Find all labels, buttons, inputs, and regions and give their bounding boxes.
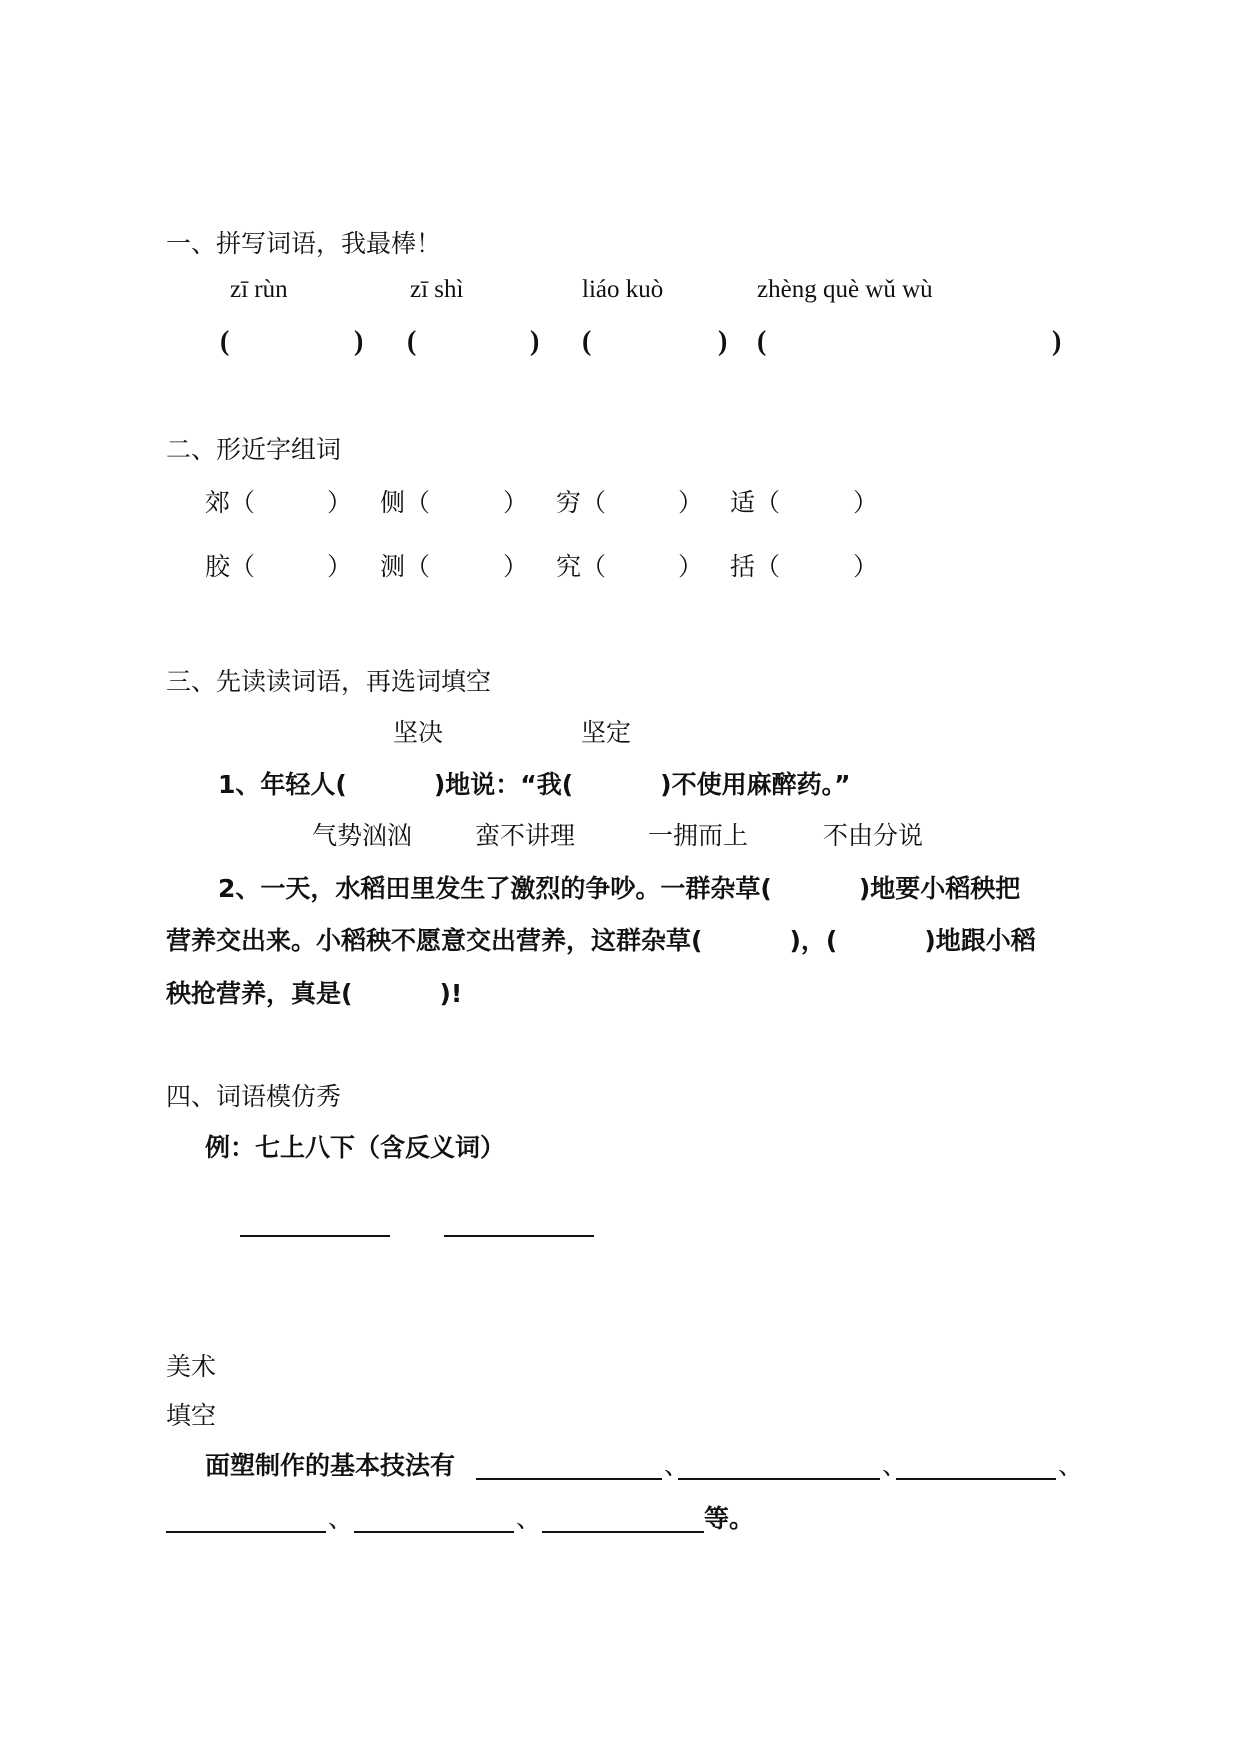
type-label: 填空: [166, 1401, 217, 1430]
answer-slot-2-close: ): [530, 326, 540, 357]
separator: 、: [664, 1451, 690, 1480]
char-ce-1: 侧（: [380, 488, 431, 517]
separator: 、: [1058, 1451, 1084, 1480]
art-blank-3: [896, 1478, 1056, 1480]
char-qiong: 穷（: [556, 488, 607, 517]
word-jianjue: 坚决: [393, 718, 444, 747]
word-manbu: 蛮不讲理: [475, 821, 576, 850]
answer-blank-2: [444, 1235, 594, 1237]
answer-slot-3-open: (: [582, 326, 592, 357]
answer-slot-1-open: (: [220, 326, 230, 357]
answer-slot-2-open: (: [407, 326, 417, 357]
answer-slot-3-close: ): [718, 326, 728, 357]
art-ending: 等。: [704, 1504, 755, 1533]
section3-heading: 三、先读读词语，再选词填空: [166, 667, 492, 696]
example-line: 例：七上八下（含反义词）: [205, 1133, 506, 1162]
char-shi: 适（: [730, 488, 781, 517]
char-ce-2: 测（: [380, 552, 431, 581]
char-jiao-2: 胶（: [205, 552, 256, 581]
char-close: ）: [678, 552, 704, 581]
subject-label: 美术: [166, 1352, 217, 1381]
char-kuo: 括（: [730, 552, 781, 581]
word-buyou: 不由分说: [823, 821, 924, 850]
separator: 、: [516, 1504, 542, 1533]
char-close: ）: [327, 488, 353, 517]
word-jianding: 坚定: [581, 718, 632, 747]
art-blank-2: [678, 1478, 880, 1480]
char-close: ）: [503, 488, 529, 517]
question-2-line1: 2、一天，水稻田里发生了激烈的争吵。一群杂草( )地要小稻秧把: [218, 874, 1021, 903]
art-blank-5: [354, 1531, 514, 1533]
answer-blank-1: [240, 1235, 390, 1237]
pinyin-2: zī shì: [410, 276, 464, 303]
art-blank-4: [166, 1531, 326, 1533]
char-close: ）: [503, 552, 529, 581]
separator: 、: [882, 1451, 908, 1480]
char-close: ）: [678, 488, 704, 517]
word-qishi: 气势汹汹: [312, 821, 413, 850]
pinyin-4: zhèng què wǔ wù: [757, 276, 933, 303]
question-2-line3: 秧抢营养，真是( )!: [166, 979, 463, 1008]
answer-slot-1-close: ): [354, 326, 364, 357]
art-blank-6: [542, 1531, 704, 1533]
pinyin-1: zī rùn: [230, 276, 288, 303]
pinyin-3: liáo kuò: [582, 276, 664, 303]
question-1: 1、年轻人( )地说：“我( )不使用麻醉药。”: [218, 770, 851, 799]
char-close: ）: [853, 552, 879, 581]
section4-heading: 四、词语模仿秀: [166, 1082, 342, 1111]
question-2-line2: 营养交出来。小稻秧不愿意交出营养，这群杂草( )，( )地跟小稻: [166, 926, 1036, 955]
section2-heading: 二、形近字组词: [166, 435, 342, 464]
answer-slot-4-close: ): [1052, 326, 1062, 357]
answer-slot-4-open: (: [757, 326, 767, 357]
char-close: ）: [853, 488, 879, 517]
separator: 、: [328, 1504, 354, 1533]
char-jiu: 究（: [556, 552, 607, 581]
char-close: ）: [327, 552, 353, 581]
word-yiyong: 一拥而上: [648, 821, 749, 850]
art-question: 面塑制作的基本技法有: [205, 1451, 456, 1480]
char-jiao-1: 郊（: [205, 488, 256, 517]
section1-heading: 一、拼写词语，我最棒！: [166, 229, 442, 258]
art-blank-1: [476, 1478, 662, 1480]
